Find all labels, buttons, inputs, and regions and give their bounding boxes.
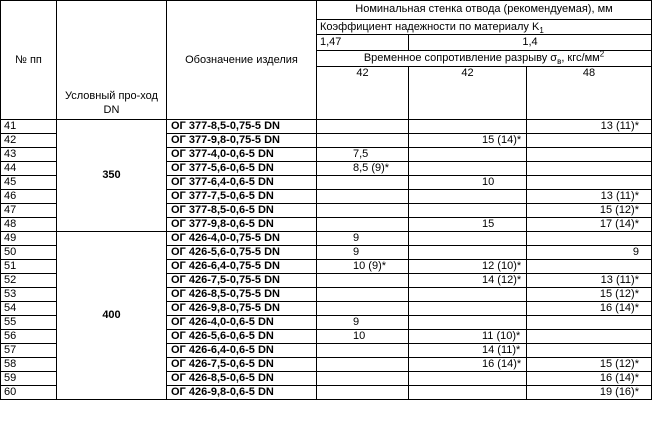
wall-value-14-42: 12 (10)* [409, 260, 527, 274]
wall-value-147-42: 8,5 (9)* [317, 162, 409, 176]
wall-value-147-42 [317, 302, 409, 316]
wall-value-147-42 [317, 190, 409, 204]
wall-value-14-42: 15 [409, 218, 527, 232]
product-designation: ОГ 426-6,4-0,75-5 DN [167, 260, 317, 274]
wall-value-14-48 [527, 330, 652, 344]
wall-value-14-48: 15 (12)* [527, 288, 652, 302]
wall-value-147-42 [317, 386, 409, 400]
header-dn: Условный про-ход DN [57, 1, 167, 120]
wall-value-147-42 [317, 288, 409, 302]
header-num: № пп [1, 1, 57, 120]
wall-value-14-42: 11 (10)* [409, 330, 527, 344]
row-number: 45 [1, 176, 57, 190]
wall-value-14-42 [409, 316, 527, 330]
wall-value-14-42: 15 (14)* [409, 134, 527, 148]
wall-value-147-42: 10 [317, 330, 409, 344]
wall-value-147-42: 9 [317, 232, 409, 246]
row-number: 41 [1, 120, 57, 134]
wall-value-14-48: 13 (11)* [527, 274, 652, 288]
wall-value-147-42 [317, 120, 409, 134]
wall-value-14-48: 9 [527, 246, 652, 260]
wall-value-14-48 [527, 260, 652, 274]
wall-value-14-42 [409, 148, 527, 162]
product-designation: ОГ 426-5,6-0,75-5 DN [167, 246, 317, 260]
product-designation: ОГ 426-4,0-0,6-5 DN [167, 316, 317, 330]
header-k2: 1,4 [409, 35, 652, 51]
wall-value-14-48: 17 (14)* [527, 218, 652, 232]
wall-value-147-42 [317, 372, 409, 386]
wall-value-147-42 [317, 218, 409, 232]
wall-value-14-42 [409, 302, 527, 316]
wall-value-14-48 [527, 176, 652, 190]
wall-value-147-42 [317, 344, 409, 358]
wall-value-147-42 [317, 204, 409, 218]
wall-value-14-48: 13 (11)* [527, 120, 652, 134]
product-designation: ОГ 377-6,4-0,6-5 DN [167, 176, 317, 190]
wall-value-14-42: 14 (11)* [409, 344, 527, 358]
row-number: 54 [1, 302, 57, 316]
header-k1: 1,47 [317, 35, 409, 51]
wall-value-14-48: 15 (12)* [527, 358, 652, 372]
row-number: 46 [1, 190, 57, 204]
product-designation: ОГ 377-9,8-0,75-5 DN [167, 134, 317, 148]
product-designation: ОГ 377-7,5-0,6-5 DN [167, 190, 317, 204]
product-designation: ОГ 426-9,8-0,75-5 DN [167, 302, 317, 316]
product-designation: ОГ 426-5,6-0,6-5 DN [167, 330, 317, 344]
wall-value-14-48 [527, 162, 652, 176]
wall-value-14-48 [527, 344, 652, 358]
wall-value-14-48 [527, 148, 652, 162]
wall-value-14-42: 14 (12)* [409, 274, 527, 288]
wall-value-14-42 [409, 204, 527, 218]
wall-value-14-42: 10 [409, 176, 527, 190]
row-number: 57 [1, 344, 57, 358]
row-number: 50 [1, 246, 57, 260]
product-designation: ОГ 426-6,4-0,6-5 DN [167, 344, 317, 358]
row-number: 52 [1, 274, 57, 288]
row-number: 49 [1, 232, 57, 246]
product-designation: ОГ 377-8,5-0,6-5 DN [167, 204, 317, 218]
header-s3: 48 [527, 66, 652, 119]
wall-value-147-42: 9 [317, 246, 409, 260]
wall-value-14-48: 15 (12)* [527, 204, 652, 218]
wall-value-147-42: 7,5 [317, 148, 409, 162]
row-number: 59 [1, 372, 57, 386]
row-number: 60 [1, 386, 57, 400]
row-number: 55 [1, 316, 57, 330]
row-number: 56 [1, 330, 57, 344]
wall-value-14-48 [527, 232, 652, 246]
header-wall: Номинальная стенка отвода (рекомендуемая), мм [317, 1, 652, 20]
wall-value-147-42 [317, 358, 409, 372]
wall-value-14-48: 13 (11)* [527, 190, 652, 204]
row-number: 58 [1, 358, 57, 372]
wall-value-14-48: 16 (14)* [527, 302, 652, 316]
product-designation: ОГ 426-8,5-0,6-5 DN [167, 372, 317, 386]
header-strength: Временное сопротивление разрыву $\sigma_в$, кгс/$мм^2$ [317, 51, 652, 67]
header-designation: Обозначение изделия [167, 1, 317, 120]
row-number: 48 [1, 218, 57, 232]
wall-value-147-42 [317, 134, 409, 148]
header-s1: 42 [317, 66, 409, 119]
wall-value-14-42 [409, 372, 527, 386]
wall-value-14-42: 16 (14)* [409, 358, 527, 372]
product-designation: ОГ 377-4,0-0,6-5 DN [167, 148, 317, 162]
wall-value-147-42: 9 [317, 316, 409, 330]
header-k: Коэффициент надежности по материалу $K_1$ [317, 19, 652, 35]
wall-value-14-42 [409, 120, 527, 134]
wall-value-14-42 [409, 246, 527, 260]
product-designation: ОГ 426-8,5-0,75-5 DN [167, 288, 317, 302]
wall-value-14-42 [409, 162, 527, 176]
row-number: 43 [1, 148, 57, 162]
product-designation: ОГ 377-5,6-0,6-5 DN [167, 162, 317, 176]
nominal-diameter: 350 [57, 120, 167, 232]
row-number: 53 [1, 288, 57, 302]
product-designation: ОГ 426-7,5-0,75-5 DN [167, 274, 317, 288]
row-number: 42 [1, 134, 57, 148]
product-designation: ОГ 426-9,8-0,6-5 DN [167, 386, 317, 400]
nominal-diameter: 400 [57, 232, 167, 400]
row-number: 44 [1, 162, 57, 176]
wall-value-147-42: 10 (9)* [317, 260, 409, 274]
wall-value-147-42 [317, 176, 409, 190]
wall-value-14-42 [409, 288, 527, 302]
header-s2: 42 [409, 66, 527, 119]
wall-value-14-48: 19 (16)* [527, 386, 652, 400]
wall-value-14-42 [409, 232, 527, 246]
wall-value-14-42 [409, 190, 527, 204]
table-row [1, 120, 652, 134]
wall-value-14-48: 16 (14)* [527, 372, 652, 386]
row-number: 47 [1, 204, 57, 218]
wall-value-14-42 [409, 386, 527, 400]
wall-value-14-48 [527, 134, 652, 148]
table-row [1, 232, 652, 246]
product-designation: ОГ 377-9,8-0,6-5 DN [167, 218, 317, 232]
wall-value-147-42 [317, 274, 409, 288]
wall-value-14-48 [527, 316, 652, 330]
product-designation: ОГ 426-7,5-0,6-5 DN [167, 358, 317, 372]
row-number: 51 [1, 260, 57, 274]
product-designation: ОГ 377-8,5-0,75-5 DN [167, 120, 317, 134]
product-designation: ОГ 426-4,0-0,75-5 DN [167, 232, 317, 246]
